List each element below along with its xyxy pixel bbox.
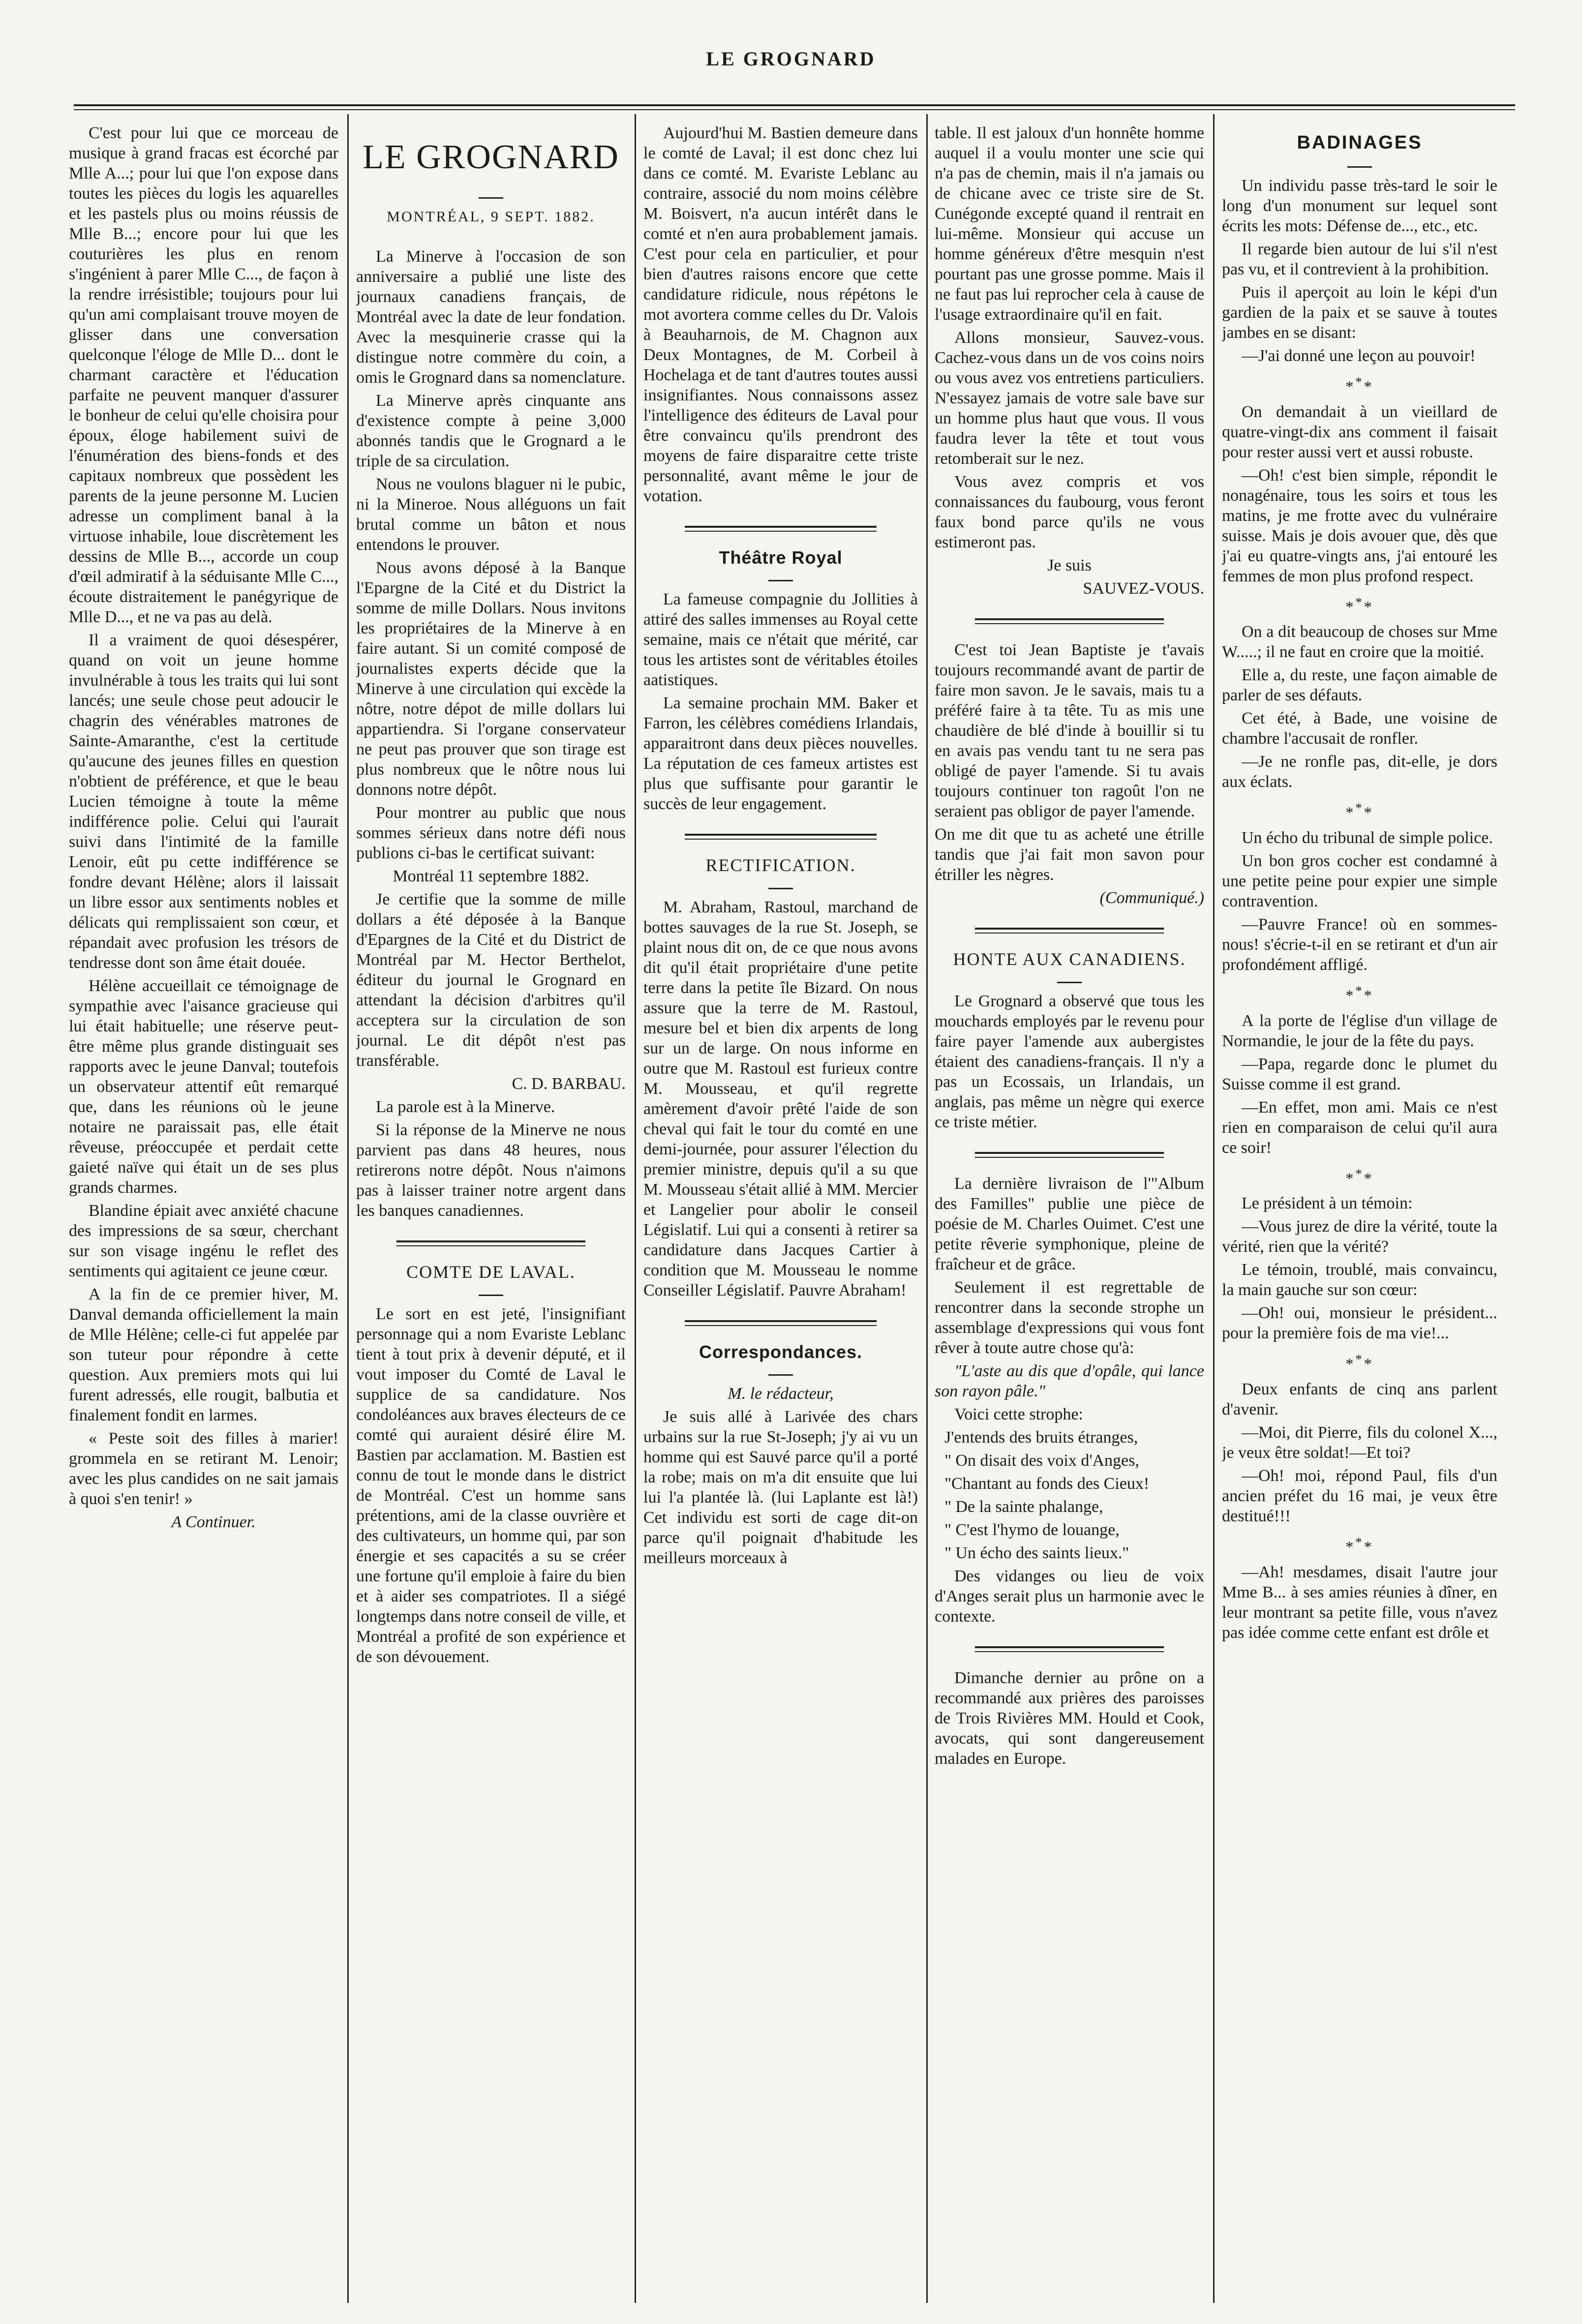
salutation: M. le rédacteur, <box>728 1385 834 1403</box>
paragraph: Nous ne voulons blaguer ni le pubic, ni la Mineroe. Nous alléguons un fait brutal comme un bâton et nous entendons le prouver. <box>356 475 626 554</box>
section-rule <box>975 1152 1164 1158</box>
asterism: *** <box>1345 1352 1374 1373</box>
section-rule <box>685 834 877 840</box>
section-heading: Théâtre Royal <box>719 547 843 568</box>
certificate-date: Montréal 11 septembre 1882. <box>393 867 589 885</box>
asterism: *** <box>1345 374 1374 395</box>
dash-separator <box>935 973 1204 983</box>
paragraph: La dernière livraison de l'"Album des Familles" publie une pièce de poésie de M. Charles Ouimet. C'est une petite rêverie symphonique, pleine de fraîcheur et de grâce. <box>935 1175 1204 1273</box>
section-heading: Correspondances. <box>699 1342 863 1362</box>
asterism: *** <box>1345 983 1374 1004</box>
paragraph: Si la réponse de la Minerve ne nous parvient pas dans 48 heures, nous retirerons notre dépôt. Nous n'aimons pas à laisser trainer notre argent dans les banques canadiennes. <box>356 1121 626 1220</box>
section-rule <box>975 928 1164 934</box>
dash-separator <box>1222 158 1497 168</box>
verse-line: " Un écho des saints lieux." <box>944 1544 1129 1562</box>
certificate-signature: C. D. BARBAU. <box>512 1075 626 1093</box>
section-rule <box>975 1646 1164 1652</box>
paragraph: La semaine prochain MM. Baker et Farron, les célèbres comédiens Irlandais, apparaitront dans deux pièces nouvelles. La réputation de ces fameux artistes est plus que suffisante pour garantir le succès de leur engagement. <box>643 694 918 813</box>
column-3 <box>643 123 918 2307</box>
anecdote-line: Deux enfants de cinq ans parlent d'avenir. <box>1222 1380 1497 1419</box>
anecdote-line: Un écho du tribunal de simple police. <box>1242 828 1493 847</box>
verse-line: " On disait des voix d'Anges, <box>944 1451 1139 1470</box>
paragraph: M. Abraham, Rastoul, marchand de bottes sauvages de la rue St. Joseph, se plaint nous dit on, de ce que nous avons dit qu'il était propriétaire d'une petite terre dans la petite île Bizard. On nous assure que la terre de M. Rastoul, mesure bel et bien dix arpents de long sur un de large. On nous informe en outre que M. Rastoul est furieux contre M. Mousseau, et qu'il regrette amèrement d'avoir prêté l'aide de son cheval qui fait le tour du comté en une demi-journée, pour assurer l'élection du premier ministre, depuis qu'il a su que M. Mousseau s'était allié à MM. Mercier et Langelier pour abolir le conseil Législatif. Lui qui a consenti à retirer sa candidature dans Jacques Cartier à condition que M. Mousseau le nomme Conseiller Législatif. Pauvre Abraham! <box>643 898 918 1299</box>
paragraph: Pour montrer au public que nous sommes sérieux dans notre défi nous publions ci-bas le certificat suivant: <box>356 804 626 862</box>
paragraph: Nous avons déposé à la Banque l'Epargne de la Cité et du District la somme de mille Dollars. Nous invitons les propriétaires de la Minerve à en faire autant. Si un comité composé de journalistes experts décide que la Minerve à une circulation qui excède la nôtre, notre dépot de mille dollars lui appartiendra. Si l'organe conservateur ne peut pas prouver que son tirage est plus nombreux que le nôtre nous lui donnons notre dépôt. <box>356 559 626 799</box>
anecdote-line: —En effet, mon ami. Mais ce n'est rien en comparaison de celui qu'il aura ce soir! <box>1222 1098 1497 1157</box>
column-1 <box>69 123 338 2307</box>
anecdote-line: On a dit beaucoup de choses sur Mme W.....; il ne faut en croire que la moitié. <box>1222 623 1497 662</box>
anecdote-line: Cet été, à Bade, une voisine de chambre l'accusait de ronfler. <box>1222 709 1497 748</box>
paragraph: « Peste soit des filles à marier! grommela en se retirant M. Lenoir; avec les plus candides on ne sait jamais à quoi s'en tenir! » <box>69 1429 338 1508</box>
section-rule <box>685 1320 877 1326</box>
paragraph: Des vidanges ou lieu de voix d'Anges serait plus un harmonie avec le contexte. <box>935 1567 1204 1626</box>
signature-line: Je suis <box>1047 556 1092 574</box>
paragraph: Aujourd'hui M. Bastien demeure dans le comté de Laval; il est donc chez lui dans ce comté. M. Evariste Leblanc au contraire, associé du nom moins célèbre M. Boisvert, n'a aucun intérêt dans le comté et n'en aura probablement jamais. C'est pour cela en particulier, et pour bien d'autres raisons encore que cette candidature ridicule, nous répétons le mot avortera comme celles du Dr. Valois à Beauharnois, de M. Chagnon aux Deux Montagnes, de M. Corbeil à Hochelaga et de tant d'autres toutes aussi insignifiantes. Nous connaissons assez l'intelligence des éditeurs de Laval pour être convaincu qu'ils prendront des moyens de faire disparaitre cette triste personnalité, avant même le jour de votation. <box>643 124 918 505</box>
anecdote-line: Elle a, du reste, une façon aimable de parler de ses défauts. <box>1222 666 1497 705</box>
anecdote-line: —Oh! c'est bien simple, répondit le nonagénaire, tous les soirs et tous les matins, je me frotte avec du vulnéraire suisse. Mais je dois avouer que, dès que j'ai eu quatre-vingts ans, j'ai entouré les femmes de mon plus profond respect. <box>1222 466 1497 585</box>
anecdote-line: —Ah! mesdames, disait l'autre jour Mme B... à ses amies réunies à dîner, en leur montrant sa petite fille, vous n'avez pas idée comme cette enfant est drôle et <box>1222 1563 1497 1642</box>
signature-name: SAUVEZ-VOUS. <box>1083 579 1204 598</box>
anecdote-line: —Je ne ronfle pas, dit-elle, je dors aux éclats. <box>1222 753 1497 791</box>
section-heading: HONTE AUX CANADIENS. <box>953 949 1186 969</box>
asterism: *** <box>1345 800 1374 821</box>
anecdote-line: Le témoin, troublé, mais convaincu, la main gauche sur son cœur: <box>1222 1261 1497 1299</box>
asterism: *** <box>1345 1166 1374 1187</box>
section-heading: RECTIFICATION. <box>705 855 856 875</box>
section-rule <box>975 618 1164 624</box>
header-rule-bottom <box>74 109 1515 110</box>
anecdote-line: —Moi, dit Pierre, fils du colonel X..., je veux être soldat!—Et toi? <box>1222 1423 1497 1462</box>
paragraph: La parole est à la Minerve. <box>376 1098 555 1116</box>
anecdote-line: Il regarde bien autour de lui s'il n'est pas vu, et il contrevient à la prohibition. <box>1222 240 1497 278</box>
section-rule <box>685 526 877 532</box>
anecdote-line: On demandait à un vieillard de quatre-vingt-dix ans comment il faisait pour rester aussi vert et aussi robuste. <box>1222 402 1497 461</box>
masthead-date: MONTRÉAL, 9 SEPT. 1882. <box>387 209 595 225</box>
anecdote-line: Un bon gros cocher est condamné à une petite peine pour expier une simple contravention. <box>1222 851 1497 910</box>
paragraph: Le Grognard a observé que tous les mouchards employés par le revenu pour faire payer l'amende aux aubergistes étaient des canadiens-français. Il n'y a pas un Ecossais, un Irlandais, un anglais, pas même un nègre qui exerce ce triste métier. <box>935 992 1204 1131</box>
dash-separator <box>356 1286 626 1296</box>
paragraph: Blandine épiait avec anxiété chacune des impressions de sa sœur, cherchant sur son visage ingénu le reflet des sentiments qui agitaient ce jeune cœur. <box>69 1202 338 1280</box>
anecdote-line: Un individu passe très-tard le soir le long d'un monument sur lequel sont écrits les mots: Défense de..., etc., etc. <box>1222 177 1497 235</box>
asterism: *** <box>1345 594 1374 616</box>
running-head: LE GROGNARD <box>706 48 876 70</box>
paragraph: On me dit que tu as acheté une étrille tandis que j'ai fait mon savon pour étriller les nègres. <box>935 825 1204 884</box>
certificate-text: Je certifie que la somme de mille dollars a été déposée à la Banque d'Epargnes de la Cité et du District de Montréal par M. Hector Berthelot, éditeur du journal le Grognard en attendant la décision d'arbitres qu'il acceptera sur la circulation de son journal. Le dit dépôt n'est pas transférable. <box>356 890 626 1070</box>
anecdote-line: —J'ai donné une leçon au pouvoir! <box>1242 347 1476 365</box>
column-5 <box>1222 123 1497 2307</box>
column-divider <box>926 114 928 2303</box>
masthead-title: LE GROGNARD <box>363 138 619 176</box>
column-divider <box>347 114 349 2303</box>
verse-line: " De la sainte phalange, <box>944 1498 1103 1516</box>
anecdote-line: —Vous jurez de dire la vérité, toute la vérité, rien que la vérité? <box>1222 1217 1497 1256</box>
paragraph: table. Il est jaloux d'un honnête homme auquel il a voulu monter une scie qui n'a pas de chemin, mais il n'a jamais ou de chicane avec ce triste sire de St. Cunégonde excepté quand il rentrait en lui-même. Monsieur qui accuse un homme généreux d'être mesquin n'est pourtant pas une grosse pomme. Mais il ne faut pas lui reprocher cela à cause de l'usage extraordinaire qu'il en fait. <box>935 124 1204 324</box>
paragraph: Seulement il est regrettable de rencontrer dans la seconde strophe un assemblage d'expressions qui vous font rêver à toute autre chose qu'à: <box>935 1278 1204 1357</box>
paragraph: C'est toi Jean Baptiste je t'avais toujours recommandé avant de partir de faire mon savon. Je le savais, mais tu a préféré faire à ta tête. Tu as mis une chaudière de blé d'inde à bouillir si tu en avais pas vendu tant tu ne sera pas obligé de payer l'amende. Si tu avais toujours continuer ton ragoût l'on ne seraient pas obligor de payer l'amende. <box>935 641 1204 820</box>
column-divider <box>1213 114 1215 2303</box>
asterism: *** <box>1345 1534 1374 1556</box>
section-heading: COMTE DE LAVAL. <box>406 1262 576 1282</box>
dash-separator <box>643 879 918 889</box>
paragraph: Il a vraiment de quoi désespérer, quand on voit un jeune homme invulnérable à tous les traits qui lui sont lancés; une seule chose peut adoucir le chagrin des vénérables matrones de Sainte-Amaranthe, c'est la certitude qu'aucune des jeunes filles en question n'obtient de préférence, et que le beau Lucien témoigne à toute la même indifférence polie. Celui qui l'aurait suivi dans l'intimité de la famille Lenoir, eût pu cette indifférence se fondre devant Hélène; alors il laissait un libre essor aux sentiments nobles et délicats qui remplissaient son cœur, et répandait avec profusion les trésors de tendresse dont son âme était douée. <box>69 631 338 972</box>
communique-note: (Communiqué.) <box>1099 889 1204 907</box>
paragraph: Dimanche dernier au prône on a recommandé aux prières des paroisses de Trois Rivières MM. Hould et Cook, avocats, qui sont dangereusement malades en Europe. <box>935 1669 1204 1768</box>
verse-line: J'entends des bruits étranges, <box>944 1428 1138 1447</box>
paragraph: Allons monsieur, Sauvez-vous. Cachez-vous dans un de vos coins noirs ou vous avez vos entretiens particuliers. N'essayez jamais de votre sale bave sur un homme plus haut que vous. Il vous faudra lever la tête et tout vous retomberait sur le nez. <box>935 329 1204 468</box>
anecdote-line: —Oh! oui, monsieur le président... pour la première fois de ma vie!... <box>1222 1304 1497 1343</box>
paragraph: La Minerve à l'occasion de son anniversaire a publié une liste des journaux canadiens français, de Montréal avec la date de leur fondation. Avec la mesquinerie crasse qui la distingue notre commère du coin, a omis le Grognard dans sa nomenclature. <box>356 247 626 387</box>
verse-line: " C'est l'hymo de louange, <box>944 1521 1120 1539</box>
paragraph: La fameuse compagnie du Jollities à attiré des salles immenses au Royal cette semaine, mais ce n'était que mérité, car tous les artistes sont de véritables étoiles aatistiques. <box>643 590 918 689</box>
dash-separator <box>643 1366 918 1376</box>
column-divider <box>635 114 636 2303</box>
quotation: "L'aste au dis que d'opâle, qui lance son rayon pâle." <box>935 1362 1204 1400</box>
anecdote-line: —Pauvre France! où en sommes-nous! s'écrie-t-il en se retirant et d'un air profondément affligé. <box>1222 915 1497 974</box>
paragraph: La Minerve après cinquante ans d'existence compte à peine 3,000 abonnés tandis que le Grognard a le triple de sa circulation. <box>356 392 626 470</box>
anecdote-line: Le président à un témoin: <box>1242 1194 1413 1213</box>
paragraph: Vous avez compris et vos connaissances du faubourg, vous feront faux bond parce qu'ils ne vous estimeront pas. <box>935 473 1204 551</box>
section-heading: BADINAGES <box>1297 132 1423 153</box>
anecdote-line: Puis il aperçoit au loin le képi d'un gardien de la paix et se sauve à toutes jambes en se disant: <box>1222 283 1497 342</box>
paragraph: A la fin de ce premier hiver, M. Danval demanda officiellement la main de Mlle Hélène; celle-ci fut appelée par son tuteur pour répondre à cette question. Aux premiers mots qui lui furent adressés, elle rougit, balbutia et finalement fondit en larmes. <box>69 1285 338 1424</box>
header-rule-top <box>74 104 1515 106</box>
anecdote-line: —Oh! moi, répond Paul, fils d'un ancien préfet du 16 mai, je veux être destitué!!! <box>1222 1466 1497 1525</box>
dash-separator <box>356 189 626 199</box>
anecdote-line: —Papa, regarde donc le plumet du Suisse comme il est grand. <box>1222 1055 1497 1093</box>
paragraph: Voici cette strophe: <box>954 1405 1083 1423</box>
paragraph: Le sort en est jeté, l'insignifiant personnage qui a nom Evariste Leblanc tient à tout prix à devenir député, et il vout imposer du Comté de Laval le supplice de sa candidature. Nos condoléances aux braves électeurs de ce comté qui auraient désiré élire M. Bastien par acclamation. M. Bastien est connu de tout le monde dans le district de Montréal. C'est un homme sans prétentions, ami de la classe ouvrière et des cultivateurs, un homme qui, par son énergie et ses capacités a su se créer une fortune qu'il emploie à faire du bien et à aider ses compatriotes. Il a siégé longtemps dans notre conseil de ville, et Montréal a profité de son expérience et de son dévouement. <box>356 1305 626 1666</box>
paragraph: Hélène accueillait ce témoignage de sympathie avec l'aisance gracieuse qui lui était habituelle; une réserve peut-être même plus grande distinguait ses rapports avec le jeune Danval; toutefois un observateur attentif eût remarqué que, dans les réunions où le jeune notaire ne paraissait pas, elle était rêveuse, préoccupée et perdait cette gaieté naïve qui était un de ses plus grands charmes. <box>69 977 338 1197</box>
to-be-continued: A Continuer. <box>171 1513 256 1531</box>
dash-separator <box>643 572 918 581</box>
section-rule <box>396 1240 585 1246</box>
paragraph: C'est pour lui que ce morceau de musique à grand fracas est écorché par Mlle A...; pour lui que l'on expose dans toutes les pièces du logis les aquarelles et les pastels plus ou moins réussis de Mlle B...; encore pour lui que les couturières les plus en renom s'ingénient à parer Mlle C..., de façon à la rendre irrésistible; toujours pour lui qu'un ami complaisant trouve moyen de glisser dans une conversation quelconque l'éloge de Mlle D... dont le charmant caractère et l'éducation parfaite ne peuvent manquer d'assurer le bonheur de celui qu'elle choisira pour époux, éloge habilement suivi de l'énumération des biens-fonds et des capitaux nombreux que possèdent les parents de la jeune personne M. Lucien adresse un compliment banal à la virtuose inhabile, loue discrètement les dessins de Mlle B..., accorde un coup d'œil admiratif à la séduisante Mlle C..., écoute distraitement le panégyrique de Mlle D..., et ne va pas au delà. <box>69 124 338 626</box>
column-4 <box>935 123 1204 2307</box>
verse-line: "Chantant au fonds des Cieux! <box>944 1475 1150 1493</box>
paragraph: Je suis allé à Larivée des chars urbains sur la rue St-Joseph; j'y ai vu un homme qui est Sauvé parce qu'il a porté la robe; mais on m'a dit ensuite que lui lui l'a plantée là. (lui Laplante est là!) Cet individu est sorti de cage dit-on parce qu'il poignait d'habitude les meilleurs morceaux à <box>643 1408 918 1567</box>
column-2 <box>356 123 626 2307</box>
anecdote-line: A la porte de l'église d'un village de Normandie, le jour de la fête du pays. <box>1222 1011 1497 1050</box>
